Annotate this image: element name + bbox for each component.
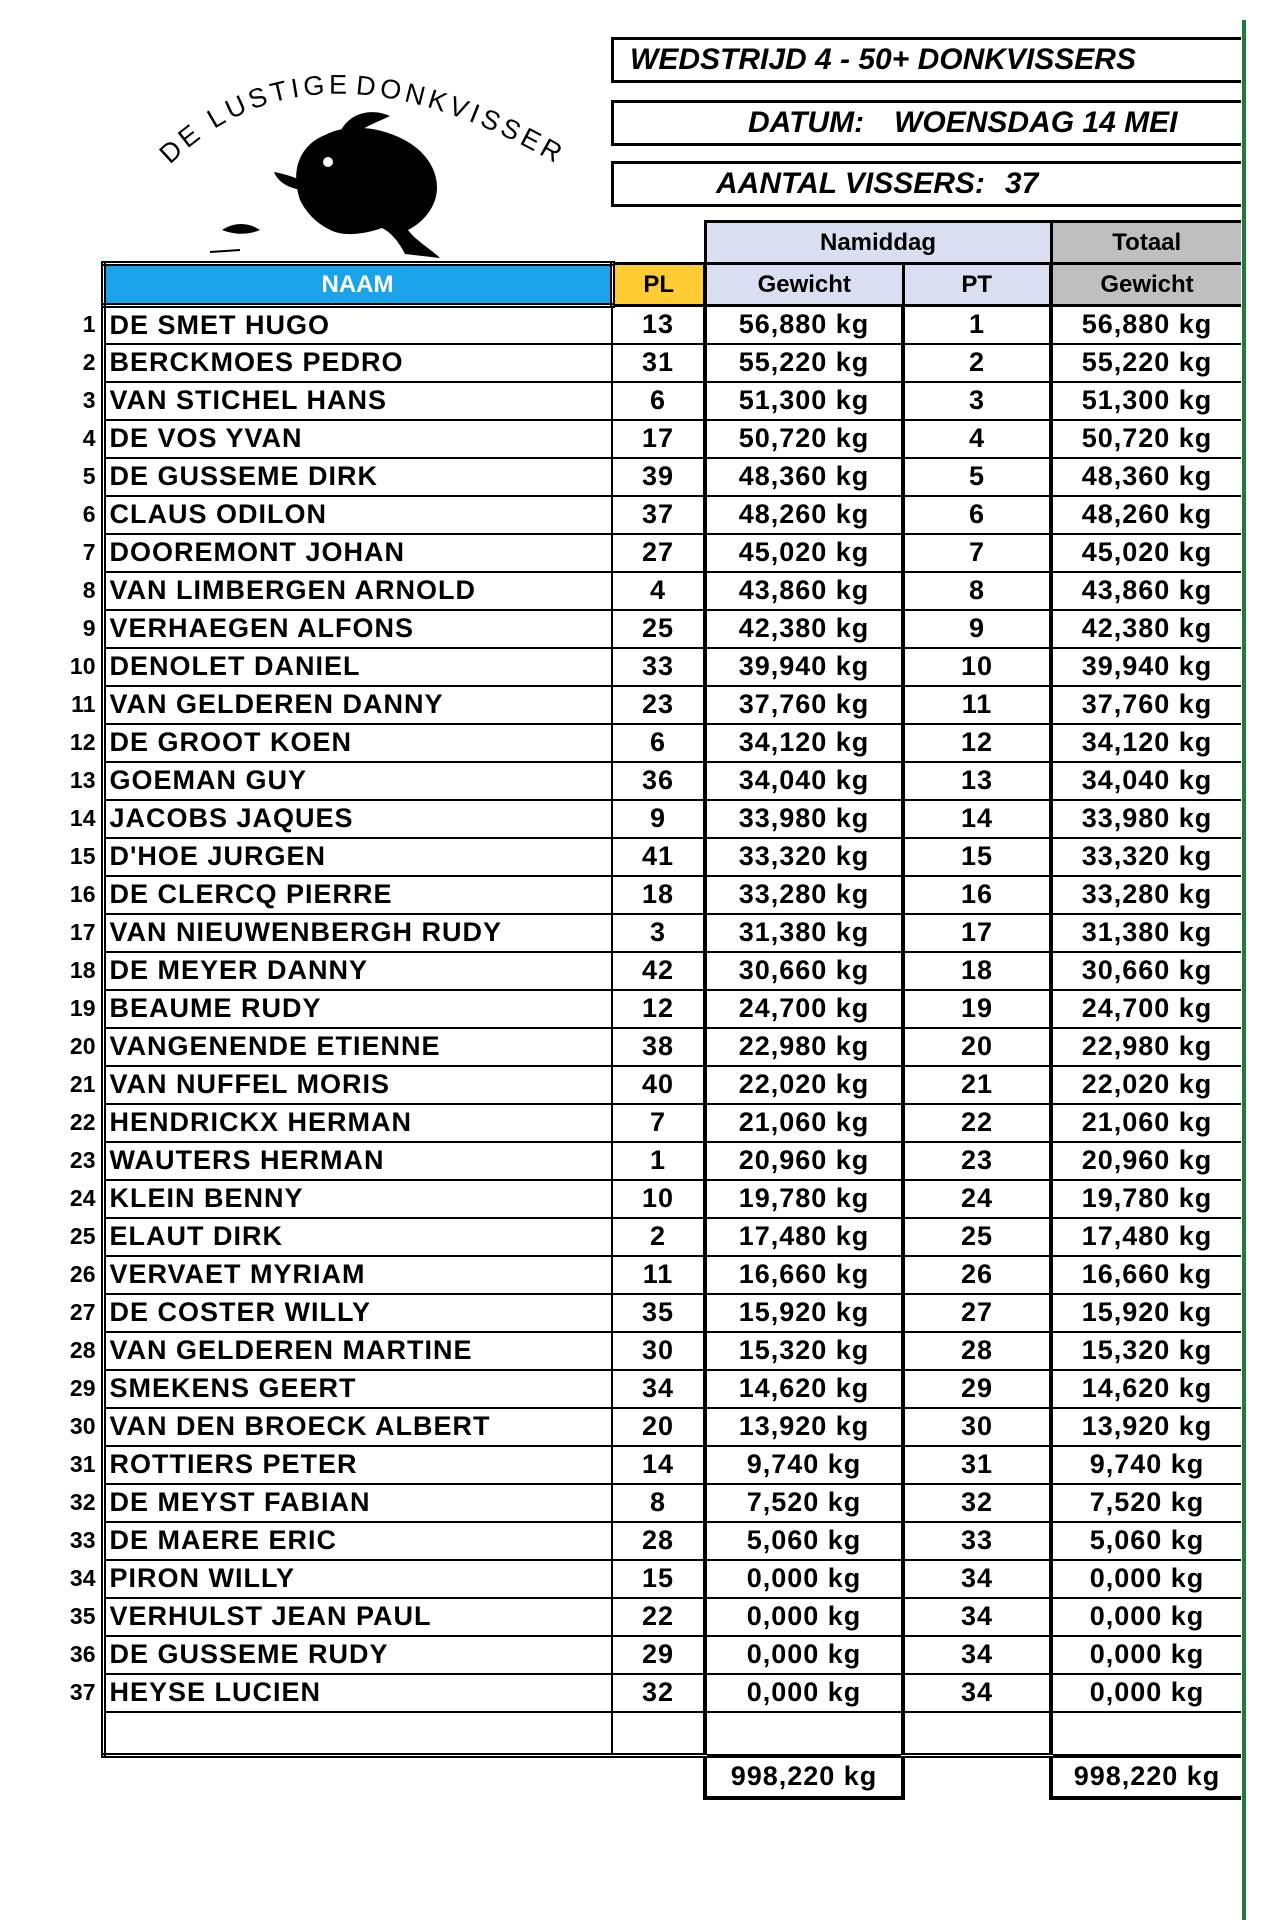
row-rank: 36: [69, 1641, 96, 1667]
points: 13: [903, 762, 1051, 800]
place-number: 25: [612, 610, 705, 648]
row-rank: 6: [82, 501, 96, 527]
anglers-count-box: [611, 161, 1241, 207]
afternoon-weight: 48,260 kg: [705, 496, 903, 534]
table-row: [60, 1142, 1241, 1180]
table-row: [60, 1636, 1241, 1674]
place-number: 32: [612, 1674, 705, 1712]
angler-name: BEAUME RUDY: [103, 990, 612, 1028]
row-rank: 34: [69, 1565, 96, 1591]
angler-name: VAN STICHEL HANS: [103, 382, 612, 420]
points: 34: [903, 1560, 1051, 1598]
column-header-row: [60, 264, 1241, 306]
competition-title: [611, 37, 1241, 83]
points: 32: [903, 1484, 1051, 1522]
angler-name: BERCKMOES PEDRO: [103, 344, 612, 382]
place-number: 34: [612, 1370, 705, 1408]
afternoon-weight: 33,980 kg: [705, 800, 903, 838]
afternoon-weight: 50,720 kg: [705, 420, 903, 458]
place-number: 22: [612, 1598, 705, 1636]
points: 22: [903, 1104, 1051, 1142]
afternoon-weight: 22,020 kg: [705, 1066, 903, 1104]
total-weight: 55,220 kg: [1051, 344, 1241, 382]
place-number: 28: [612, 1522, 705, 1560]
points: 23: [903, 1142, 1051, 1180]
afternoon-weight: 0,000 kg: [705, 1674, 903, 1712]
place-number: 37: [612, 496, 705, 534]
angler-name: SMEKENS GEERT: [103, 1370, 612, 1408]
place-number: 4: [612, 572, 705, 610]
angler-name: VERHAEGEN ALFONS: [103, 610, 612, 648]
row-rank: 26: [69, 1261, 96, 1287]
angler-name: DE GUSSEME DIRK: [103, 458, 612, 496]
table-row: [60, 1104, 1241, 1142]
total-weight: 34,120 kg: [1051, 724, 1241, 762]
afternoon-weight: 0,000 kg: [705, 1636, 903, 1674]
angler-name: ELAUT DIRK: [103, 1218, 612, 1256]
table-row: [60, 1066, 1241, 1104]
total-weight: 33,320 kg: [1051, 838, 1241, 876]
table-row: [60, 1218, 1241, 1256]
total-weight: 9,740 kg: [1051, 1446, 1241, 1484]
points: 21: [903, 1066, 1051, 1104]
afternoon-weight: 16,660 kg: [705, 1256, 903, 1294]
total-weight: 21,060 kg: [1051, 1104, 1241, 1142]
points: 24: [903, 1180, 1051, 1218]
afternoon-weight: 9,740 kg: [705, 1446, 903, 1484]
pt-column-header: PT: [903, 264, 1051, 306]
table-row: [60, 572, 1241, 610]
angler-name: VAN DEN BROECK ALBERT: [103, 1408, 612, 1446]
table-row: [60, 1408, 1241, 1446]
points: 27: [903, 1294, 1051, 1332]
sum-weight: 998,220 kg: [705, 1756, 903, 1798]
place-number: 29: [612, 1636, 705, 1674]
weight-column-header: Gewicht: [705, 264, 903, 306]
place-number: 17: [612, 420, 705, 458]
angler-name: VAN GELDEREN MARTINE: [103, 1332, 612, 1370]
total-weight: 31,380 kg: [1051, 914, 1241, 952]
angler-name: VAN NUFFEL MORIS: [103, 1066, 612, 1104]
afternoon-weight: 39,940 kg: [705, 648, 903, 686]
angler-name: DE COSTER WILLY: [103, 1294, 612, 1332]
table-row: [60, 724, 1241, 762]
angler-name: DE GROOT KOEN: [103, 724, 612, 762]
angler-name: DOOREMONT JOHAN: [103, 534, 612, 572]
place-number: 38: [612, 1028, 705, 1066]
row-rank: 2: [82, 349, 96, 375]
angler-name: DE MAERE ERIC: [103, 1522, 612, 1560]
group-header-row: [60, 222, 1241, 264]
total-weight: 48,260 kg: [1051, 496, 1241, 534]
table-row: [60, 534, 1241, 572]
total-weight: 50,720 kg: [1051, 420, 1241, 458]
table-row: [60, 1370, 1241, 1408]
angler-name: PIRON WILLY: [103, 1560, 612, 1598]
place-number: 9: [612, 800, 705, 838]
row-rank: 21: [69, 1071, 96, 1097]
total-weight: 7,520 kg: [1051, 1484, 1241, 1522]
table-row: [60, 648, 1241, 686]
place-number: 11: [612, 1256, 705, 1294]
angler-name: DE SMET HUGO: [103, 306, 612, 344]
date-label: DATUM:: [748, 106, 865, 139]
points: 12: [903, 724, 1051, 762]
row-rank: 23: [69, 1147, 96, 1173]
row-rank: 17: [69, 919, 96, 945]
total-weight: 34,040 kg: [1051, 762, 1241, 800]
table-row: [60, 1332, 1241, 1370]
table-row: [60, 344, 1241, 382]
angler-name: JACOBS JAQUES: [103, 800, 612, 838]
points: 34: [903, 1636, 1051, 1674]
total-weight: 37,760 kg: [1051, 686, 1241, 724]
points: 14: [903, 800, 1051, 838]
place-number: 41: [612, 838, 705, 876]
points: 16: [903, 876, 1051, 914]
row-rank: 11: [71, 691, 96, 717]
row-rank: 19: [69, 995, 96, 1021]
date-box: [611, 100, 1241, 146]
afternoon-weight: 31,380 kg: [705, 914, 903, 952]
afternoon-weight: 42,380 kg: [705, 610, 903, 648]
table-row: [60, 800, 1241, 838]
points: 34: [903, 1674, 1051, 1712]
empty-total: [1051, 1712, 1241, 1756]
place-number: 35: [612, 1294, 705, 1332]
angler-name: ROTTIERS PETER: [103, 1446, 612, 1484]
place-number: 33: [612, 648, 705, 686]
place-number: 30: [612, 1332, 705, 1370]
place-number: 23: [612, 686, 705, 724]
place-number: 15: [612, 1560, 705, 1598]
table-row: [60, 306, 1241, 344]
place-number: 8: [612, 1484, 705, 1522]
row-rank: 29: [69, 1375, 96, 1401]
afternoon-weight: 33,280 kg: [705, 876, 903, 914]
table-row: [60, 458, 1241, 496]
points: 7: [903, 534, 1051, 572]
afternoon-weight: 19,780 kg: [705, 1180, 903, 1218]
angler-name: VAN LIMBERGEN ARNOLD: [103, 572, 612, 610]
table-row: [60, 1484, 1241, 1522]
points: 20: [903, 1028, 1051, 1066]
table-row: [60, 1598, 1241, 1636]
row-rank: 7: [82, 539, 96, 565]
empty-row: [60, 1712, 1241, 1756]
angler-name: DE MEYST FABIAN: [103, 1484, 612, 1522]
table-row: [60, 990, 1241, 1028]
points: 25: [903, 1218, 1051, 1256]
table-row: [60, 1674, 1241, 1712]
row-rank: 8: [82, 577, 96, 603]
afternoon-weight: 0,000 kg: [705, 1598, 903, 1636]
row-rank: 9: [82, 615, 96, 641]
angler-name: DE VOS YVAN: [103, 420, 612, 458]
total-weight: 56,880 kg: [1051, 306, 1241, 344]
row-rank: 12: [69, 729, 96, 755]
afternoon-weight: 34,040 kg: [705, 762, 903, 800]
afternoon-weight: 37,760 kg: [705, 686, 903, 724]
points: 3: [903, 382, 1051, 420]
afternoon-weight: 5,060 kg: [705, 1522, 903, 1560]
afternoon-weight: 30,660 kg: [705, 952, 903, 990]
points: 28: [903, 1332, 1051, 1370]
row-rank: 4: [82, 425, 96, 451]
afternoon-weight: 15,320 kg: [705, 1332, 903, 1370]
place-number: 42: [612, 952, 705, 990]
table-row: [60, 952, 1241, 990]
row-rank: 15: [69, 843, 96, 869]
name-column-header: NAAM: [103, 264, 612, 306]
points: 34: [903, 1598, 1051, 1636]
place-number: 18: [612, 876, 705, 914]
empty-pt: [903, 1712, 1051, 1756]
points: 33: [903, 1522, 1051, 1560]
pl-column-header: PL: [612, 264, 705, 306]
table-row: [60, 610, 1241, 648]
angler-name: VAN GELDEREN DANNY: [103, 686, 612, 724]
date-value: WOENSDAG 14 MEI: [894, 106, 1178, 139]
empty-pl: [612, 1712, 705, 1756]
angler-name: KLEIN BENNY: [103, 1180, 612, 1218]
points: 26: [903, 1256, 1051, 1294]
points: 5: [903, 458, 1051, 496]
total-weight: 22,020 kg: [1051, 1066, 1241, 1104]
angler-name: VERHULST JEAN PAUL: [103, 1598, 612, 1636]
points: 1: [903, 306, 1051, 344]
table-row: [60, 1256, 1241, 1294]
total-weight: 19,780 kg: [1051, 1180, 1241, 1218]
angler-name: VAN NIEUWENBERGH RUDY: [103, 914, 612, 952]
angler-name: DE CLERCQ PIERRE: [103, 876, 612, 914]
table-row: [60, 1180, 1241, 1218]
total-weight: 0,000 kg: [1051, 1598, 1241, 1636]
row-rank: 5: [82, 463, 96, 489]
place-number: 27: [612, 534, 705, 572]
row-rank: 32: [69, 1489, 96, 1515]
place-number: 31: [612, 344, 705, 382]
points: 19: [903, 990, 1051, 1028]
row-rank: 35: [69, 1603, 96, 1629]
table-row: [60, 686, 1241, 724]
row-rank: 33: [69, 1527, 96, 1553]
afternoon-weight: 43,860 kg: [705, 572, 903, 610]
total-weight: 5,060 kg: [1051, 1522, 1241, 1560]
total-weight: 45,020 kg: [1051, 534, 1241, 572]
points: 18: [903, 952, 1051, 990]
anglers-count-label: AANTAL VISSERS:: [716, 167, 985, 200]
place-number: 3: [612, 914, 705, 952]
afternoon-weight: 14,620 kg: [705, 1370, 903, 1408]
logo-text-left: DE LUSTIGE: [153, 69, 352, 170]
angler-name: DE MEYER DANNY: [103, 952, 612, 990]
place-number: 7: [612, 1104, 705, 1142]
angler-name: DE GUSSEME RUDY: [103, 1636, 612, 1674]
results-table: [60, 220, 1241, 1800]
afternoon-weight: 48,360 kg: [705, 458, 903, 496]
afternoon-weight: 21,060 kg: [705, 1104, 903, 1142]
table-row: [60, 1446, 1241, 1484]
place-number: 2: [612, 1218, 705, 1256]
results-table-wrapper: [60, 220, 1241, 1800]
points: 17: [903, 914, 1051, 952]
place-number: 6: [612, 724, 705, 762]
points: 9: [903, 610, 1051, 648]
total-weight: 17,480 kg: [1051, 1218, 1241, 1256]
angler-name: DENOLET DANIEL: [103, 648, 612, 686]
row-rank: 1: [82, 311, 96, 337]
table-row: [60, 496, 1241, 534]
points: 8: [903, 572, 1051, 610]
table-row: [60, 838, 1241, 876]
points: 2: [903, 344, 1051, 382]
afternoon-weight: 24,700 kg: [705, 990, 903, 1028]
points: 30: [903, 1408, 1051, 1446]
table-row: [60, 914, 1241, 952]
table-row: [60, 876, 1241, 914]
total-weight: 0,000 kg: [1051, 1636, 1241, 1674]
table-row: [60, 420, 1241, 458]
total-weight: 43,860 kg: [1051, 572, 1241, 610]
afternoon-weight: 7,520 kg: [705, 1484, 903, 1522]
points: 10: [903, 648, 1051, 686]
row-rank: 22: [69, 1109, 96, 1135]
competition-title-text: WEDSTRIJD 4 - 50+ DONKVISSERS: [630, 43, 1136, 76]
afternoon-weight: 20,960 kg: [705, 1142, 903, 1180]
row-rank: 31: [69, 1451, 96, 1477]
total-weight: 20,960 kg: [1051, 1142, 1241, 1180]
place-number: 13: [612, 306, 705, 344]
row-rank: 25: [69, 1223, 96, 1249]
place-number: 39: [612, 458, 705, 496]
row-rank: 3: [82, 387, 96, 413]
total-weight: 0,000 kg: [1051, 1674, 1241, 1712]
logo-text-right: DONKVISSER: [354, 70, 571, 171]
right-border-line: [1242, 20, 1246, 1920]
place-number: 20: [612, 1408, 705, 1446]
row-rank: 13: [69, 767, 96, 793]
total-weight: 51,300 kg: [1051, 382, 1241, 420]
empty-weight: [705, 1712, 903, 1756]
points: 31: [903, 1446, 1051, 1484]
afternoon-weight: 51,300 kg: [705, 382, 903, 420]
table-row: [60, 1522, 1241, 1560]
angler-name: D'HOE JURGEN: [103, 838, 612, 876]
total-weight: 48,360 kg: [1051, 458, 1241, 496]
total-weight: 33,280 kg: [1051, 876, 1241, 914]
angler-name: CLAUS ODILON: [103, 496, 612, 534]
points: 11: [903, 686, 1051, 724]
empty-rank: [60, 1712, 103, 1756]
row-rank: 20: [69, 1033, 96, 1059]
total-weight: 42,380 kg: [1051, 610, 1241, 648]
row-rank: 30: [69, 1413, 96, 1439]
table-row: [60, 1560, 1241, 1598]
table-row: [60, 762, 1241, 800]
afternoon-group-header: Namiddag: [705, 222, 1051, 264]
afternoon-weight: 13,920 kg: [705, 1408, 903, 1446]
sum-total-weight: 998,220 kg: [1051, 1756, 1241, 1798]
afternoon-weight: 55,220 kg: [705, 344, 903, 382]
total-weight: 15,320 kg: [1051, 1332, 1241, 1370]
table-row: [60, 1294, 1241, 1332]
afternoon-weight: 22,980 kg: [705, 1028, 903, 1066]
total-group-header: Totaal: [1051, 222, 1241, 264]
angler-name: VANGENENDE ETIENNE: [103, 1028, 612, 1066]
angler-name: VERVAET MYRIAM: [103, 1256, 612, 1294]
points: 6: [903, 496, 1051, 534]
totals-row: [60, 1756, 1241, 1798]
afternoon-weight: 45,020 kg: [705, 534, 903, 572]
total-weight: 22,980 kg: [1051, 1028, 1241, 1066]
total-weight: 24,700 kg: [1051, 990, 1241, 1028]
table-row: [60, 382, 1241, 420]
afternoon-weight: 15,920 kg: [705, 1294, 903, 1332]
place-number: 1: [612, 1142, 705, 1180]
empty-name: [103, 1712, 612, 1756]
row-rank: 28: [69, 1337, 96, 1363]
total-weight: 33,980 kg: [1051, 800, 1241, 838]
place-number: 40: [612, 1066, 705, 1104]
afternoon-weight: 56,880 kg: [705, 306, 903, 344]
afternoon-weight: 34,120 kg: [705, 724, 903, 762]
row-rank: 10: [69, 653, 96, 679]
angler-name: HEYSE LUCIEN: [103, 1674, 612, 1712]
place-number: 10: [612, 1180, 705, 1218]
points: 15: [903, 838, 1051, 876]
angler-name: WAUTERS HERMAN: [103, 1142, 612, 1180]
place-number: 36: [612, 762, 705, 800]
place-number: 6: [612, 382, 705, 420]
row-rank: 14: [69, 805, 96, 831]
total-weight-column-header: Gewicht: [1051, 264, 1241, 306]
place-number: 12: [612, 990, 705, 1028]
row-rank: 24: [69, 1185, 96, 1211]
row-rank: 37: [69, 1679, 96, 1705]
points: 29: [903, 1370, 1051, 1408]
row-rank: 27: [69, 1299, 96, 1325]
afternoon-weight: 0,000 kg: [705, 1560, 903, 1598]
total-weight: 14,620 kg: [1051, 1370, 1241, 1408]
afternoon-weight: 17,480 kg: [705, 1218, 903, 1256]
anglers-count-value: 37: [1004, 167, 1039, 200]
angler-name: GOEMAN GUY: [103, 762, 612, 800]
row-rank: 18: [69, 957, 96, 983]
total-weight: 30,660 kg: [1051, 952, 1241, 990]
total-weight: 16,660 kg: [1051, 1256, 1241, 1294]
place-number: 14: [612, 1446, 705, 1484]
afternoon-weight: 33,320 kg: [705, 838, 903, 876]
total-weight: 0,000 kg: [1051, 1560, 1241, 1598]
points: 4: [903, 420, 1051, 458]
total-weight: 13,920 kg: [1051, 1408, 1241, 1446]
total-weight: 39,940 kg: [1051, 648, 1241, 686]
table-row: [60, 1028, 1241, 1066]
row-rank: 16: [69, 881, 96, 907]
angler-name: HENDRICKX HERMAN: [103, 1104, 612, 1142]
total-weight: 15,920 kg: [1051, 1294, 1241, 1332]
